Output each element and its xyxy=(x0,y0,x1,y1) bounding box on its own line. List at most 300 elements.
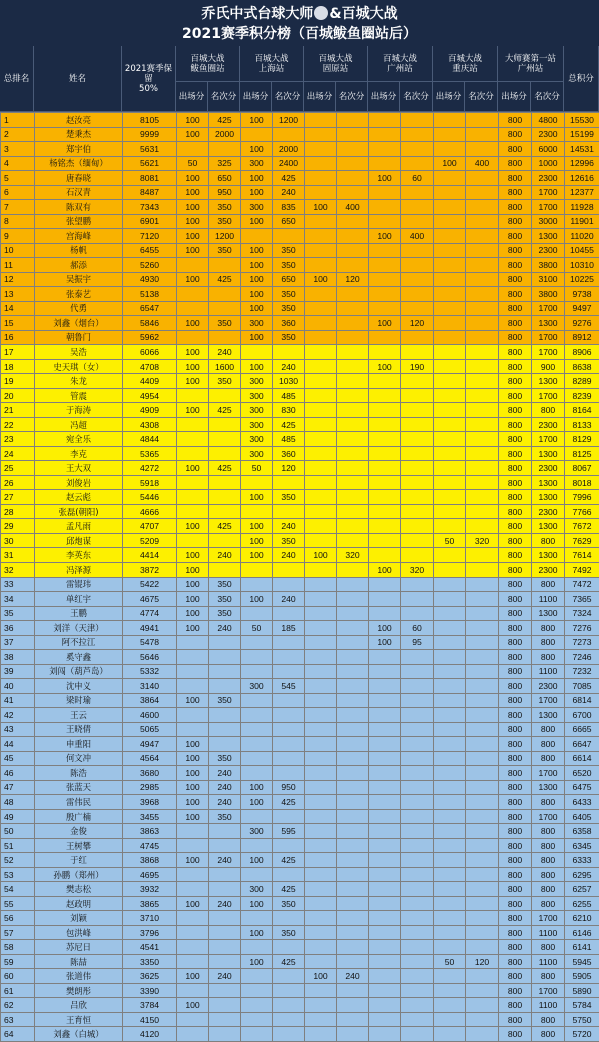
cell-bayuquan-appearance xyxy=(177,925,209,940)
cell-master-placement: 1700 xyxy=(532,766,565,781)
cell-chongqing-appearance xyxy=(434,737,466,752)
cell-guangzhou-appearance xyxy=(369,708,401,723)
table-row xyxy=(1,650,599,665)
cell-guangzhou-appearance: 100 xyxy=(369,359,401,374)
cell-chongqing-appearance xyxy=(434,359,466,374)
cell-keep-score: 5918 xyxy=(123,475,177,490)
cell-bayuquan-appearance: 100 xyxy=(177,171,209,186)
table-row xyxy=(1,679,599,694)
cell-bayuquan-appearance xyxy=(177,432,209,447)
cell-chongqing-placement xyxy=(466,969,499,984)
cell-name: 陈双有 xyxy=(35,200,123,215)
cell-guangzhou-appearance xyxy=(369,838,401,853)
cell-chongqing-appearance xyxy=(434,882,466,897)
cell-bayuquan-appearance xyxy=(177,954,209,969)
cell-master-appearance: 800 xyxy=(499,475,532,490)
cell-bayuquan-placement xyxy=(209,664,241,679)
cell-bayuquan-appearance xyxy=(177,301,209,316)
cell-guangzhou-appearance xyxy=(369,330,401,345)
cell-name: 朝鲁门 xyxy=(35,330,123,345)
cell-bayuquan-appearance: 100 xyxy=(177,809,209,824)
cell-guangzhou-placement xyxy=(401,606,434,621)
cell-shanghai-appearance: 100 xyxy=(241,142,273,157)
cell-total-score: 10310 xyxy=(565,258,599,273)
cell-guangzhou-appearance xyxy=(369,577,401,592)
cell-master-placement: 800 xyxy=(532,882,565,897)
cell-chongqing-appearance xyxy=(434,316,466,331)
cell-guyuan-appearance xyxy=(305,562,337,577)
cell-bayuquan-placement xyxy=(209,388,241,403)
cell-guyuan-placement xyxy=(337,475,369,490)
cell-total-score: 8018 xyxy=(565,475,599,490)
cell-total-score: 11901 xyxy=(565,214,599,229)
cell-chongqing-placement xyxy=(466,475,499,490)
cell-chongqing-appearance xyxy=(434,969,466,984)
cell-master-appearance: 800 xyxy=(499,142,532,157)
cell-total-score: 6295 xyxy=(565,867,599,882)
cell-chongqing-placement xyxy=(466,374,499,389)
cell-total-score: 6665 xyxy=(565,722,599,737)
cell-guyuan-placement xyxy=(337,142,369,157)
cell-bayuquan-placement: 350 xyxy=(209,243,241,258)
cell-name: 樊朗彤 xyxy=(35,983,123,998)
cell-chongqing-appearance xyxy=(434,621,466,636)
cell-keep-score: 4941 xyxy=(123,621,177,636)
header-keep: 2021赛季保留 50% xyxy=(122,46,176,112)
cell-keep-score: 5365 xyxy=(123,446,177,461)
cell-keep-score: 5260 xyxy=(123,258,177,273)
cell-guangzhou-placement xyxy=(401,838,434,853)
header-appearance: 出场分 xyxy=(304,82,336,112)
cell-total-score: 5905 xyxy=(565,969,599,984)
cell-bayuquan-placement: 240 xyxy=(209,548,241,563)
cell-guangzhou-placement xyxy=(401,780,434,795)
cell-keep-score: 3872 xyxy=(123,562,177,577)
cell-guangzhou-placement xyxy=(401,1012,434,1027)
cell-bayuquan-placement: 350 xyxy=(209,809,241,824)
cell-guangzhou-appearance xyxy=(369,214,401,229)
cell-guyuan-placement xyxy=(337,113,369,128)
cell-master-appearance: 800 xyxy=(499,345,532,360)
cell-guyuan-appearance xyxy=(305,911,337,926)
cell-keep-score: 8487 xyxy=(123,185,177,200)
cell-guangzhou-placement xyxy=(401,475,434,490)
cell-master-placement: 1100 xyxy=(532,998,565,1013)
cell-master-appearance: 800 xyxy=(499,795,532,810)
cell-guyuan-placement xyxy=(337,287,369,302)
cell-shanghai-appearance: 100 xyxy=(241,519,273,534)
cell-keep-score: 4541 xyxy=(123,940,177,955)
cell-shanghai-appearance: 300 xyxy=(241,882,273,897)
title-line-2: 2021赛季积分榜（百城鲅鱼圈站后） xyxy=(0,24,599,44)
cell-guangzhou-appearance xyxy=(369,417,401,432)
cell-keep-score: 3140 xyxy=(123,679,177,694)
table-row xyxy=(1,853,599,868)
cell-name: 金俊 xyxy=(35,824,123,839)
cell-name: 雷伟民 xyxy=(35,795,123,810)
cell-guangzhou-appearance xyxy=(369,592,401,607)
cell-chongqing-appearance xyxy=(434,127,466,142)
cell-master-appearance: 800 xyxy=(499,722,532,737)
cell-rank: 10 xyxy=(1,243,35,258)
cell-total-score: 6210 xyxy=(565,911,599,926)
cell-guyuan-appearance xyxy=(305,475,337,490)
cell-guyuan-appearance xyxy=(305,650,337,665)
cell-master-appearance: 800 xyxy=(499,882,532,897)
cell-total-score: 6433 xyxy=(565,795,599,810)
cell-shanghai-appearance: 100 xyxy=(241,301,273,316)
cell-bayuquan-placement: 350 xyxy=(209,606,241,621)
cell-master-appearance: 800 xyxy=(499,185,532,200)
cell-master-placement: 1700 xyxy=(532,809,565,824)
cell-master-placement: 4800 xyxy=(532,113,565,128)
cell-keep-score: 4308 xyxy=(123,417,177,432)
table-row xyxy=(1,446,599,461)
cell-guyuan-placement: 400 xyxy=(337,200,369,215)
cell-bayuquan-appearance: 100 xyxy=(177,185,209,200)
cell-bayuquan-appearance: 100 xyxy=(177,969,209,984)
cell-chongqing-placement xyxy=(466,592,499,607)
cell-guyuan-placement xyxy=(337,693,369,708)
cell-shanghai-appearance: 100 xyxy=(241,548,273,563)
cell-bayuquan-placement xyxy=(209,722,241,737)
cell-shanghai-placement: 950 xyxy=(273,780,305,795)
cell-total-score: 8125 xyxy=(565,446,599,461)
cell-guangzhou-appearance xyxy=(369,388,401,403)
cell-guangzhou-appearance xyxy=(369,504,401,519)
cell-guyuan-appearance xyxy=(305,824,337,839)
cell-shanghai-placement xyxy=(273,664,305,679)
cell-guyuan-appearance xyxy=(305,214,337,229)
table-row xyxy=(1,562,599,577)
cell-keep-score: 5846 xyxy=(123,316,177,331)
cell-rank: 24 xyxy=(1,446,35,461)
cell-guangzhou-appearance: 100 xyxy=(369,171,401,186)
cell-master-placement: 1700 xyxy=(532,693,565,708)
cell-master-placement: 800 xyxy=(532,824,565,839)
cell-bayuquan-placement: 425 xyxy=(209,403,241,418)
cell-keep-score: 3864 xyxy=(123,693,177,708)
cell-total-score: 8133 xyxy=(565,417,599,432)
cell-name: 冯超 xyxy=(35,417,123,432)
cell-rank: 35 xyxy=(1,606,35,621)
cell-chongqing-placement xyxy=(466,403,499,418)
cell-guangzhou-appearance xyxy=(369,533,401,548)
cell-name: 孙鹏（郑州） xyxy=(35,867,123,882)
cell-master-placement: 800 xyxy=(532,838,565,853)
cell-bayuquan-placement: 350 xyxy=(209,577,241,592)
cell-guangzhou-placement: 400 xyxy=(401,229,434,244)
cell-chongqing-appearance xyxy=(434,374,466,389)
cell-rank: 12 xyxy=(1,272,35,287)
cell-master-placement: 900 xyxy=(532,359,565,374)
cell-guyuan-appearance xyxy=(305,737,337,752)
cell-keep-score: 3784 xyxy=(123,998,177,1013)
cell-total-score: 8239 xyxy=(565,388,599,403)
cell-master-placement: 2300 xyxy=(532,679,565,694)
cell-chongqing-appearance: 100 xyxy=(434,156,466,171)
cell-shanghai-placement: 425 xyxy=(273,417,305,432)
cell-keep-score: 4409 xyxy=(123,374,177,389)
cell-chongqing-appearance xyxy=(434,650,466,665)
cell-guyuan-placement xyxy=(337,359,369,374)
cell-shanghai-placement: 350 xyxy=(273,287,305,302)
cell-keep-score: 5478 xyxy=(123,635,177,650)
cell-total-score: 7276 xyxy=(565,621,599,636)
cell-total-score: 12996 xyxy=(565,156,599,171)
cell-guyuan-appearance xyxy=(305,229,337,244)
cell-keep-score: 6455 xyxy=(123,243,177,258)
cell-name: 赵云彪 xyxy=(35,490,123,505)
cell-master-placement: 2300 xyxy=(532,562,565,577)
cell-name: 张望鹏 xyxy=(35,214,123,229)
cell-keep-score: 5138 xyxy=(123,287,177,302)
cell-shanghai-appearance: 100 xyxy=(241,359,273,374)
cell-guyuan-placement xyxy=(337,954,369,969)
cell-name: 于海涛 xyxy=(35,403,123,418)
cell-keep-score: 5065 xyxy=(123,722,177,737)
cell-name: 阿不拉江 xyxy=(35,635,123,650)
cell-master-placement: 2300 xyxy=(532,127,565,142)
cell-guyuan-placement xyxy=(337,809,369,824)
cell-name: 赵政明 xyxy=(35,896,123,911)
cell-guangzhou-appearance xyxy=(369,722,401,737)
cell-guangzhou-appearance xyxy=(369,896,401,911)
cell-rank: 2 xyxy=(1,127,35,142)
cell-shanghai-appearance: 100 xyxy=(241,171,273,186)
cell-total-score: 6405 xyxy=(565,809,599,824)
cell-shanghai-placement: 2400 xyxy=(273,156,305,171)
cell-guyuan-appearance xyxy=(305,258,337,273)
cell-master-appearance: 800 xyxy=(499,998,532,1013)
cell-chongqing-placement xyxy=(466,983,499,998)
cell-shanghai-placement: 545 xyxy=(273,679,305,694)
table-row xyxy=(1,809,599,824)
cell-chongqing-appearance xyxy=(434,824,466,839)
cell-master-appearance: 800 xyxy=(499,272,532,287)
cell-shanghai-placement: 350 xyxy=(273,533,305,548)
cell-shanghai-appearance xyxy=(241,475,273,490)
cell-master-placement: 3800 xyxy=(532,258,565,273)
cell-guyuan-appearance xyxy=(305,751,337,766)
cell-rank: 61 xyxy=(1,983,35,998)
cell-rank: 22 xyxy=(1,417,35,432)
cell-chongqing-placement xyxy=(466,998,499,1013)
cell-name: 王晓倩 xyxy=(35,722,123,737)
cell-guyuan-appearance xyxy=(305,287,337,302)
cell-guangzhou-placement xyxy=(401,417,434,432)
cell-shanghai-appearance xyxy=(241,635,273,650)
cell-master-appearance: 800 xyxy=(499,954,532,969)
cell-guangzhou-appearance xyxy=(369,940,401,955)
cell-bayuquan-appearance: 100 xyxy=(177,461,209,476)
cell-chongqing-appearance: 50 xyxy=(434,533,466,548)
cell-guyuan-appearance xyxy=(305,882,337,897)
cell-rank: 16 xyxy=(1,330,35,345)
cell-chongqing-appearance xyxy=(434,475,466,490)
cell-shanghai-appearance xyxy=(241,751,273,766)
cell-guyuan-appearance xyxy=(305,940,337,955)
cell-shanghai-placement xyxy=(273,940,305,955)
cell-bayuquan-placement xyxy=(209,708,241,723)
cell-guyuan-placement xyxy=(337,504,369,519)
cell-master-appearance: 800 xyxy=(499,533,532,548)
cell-guangzhou-placement xyxy=(401,940,434,955)
cell-keep-score: 3865 xyxy=(123,896,177,911)
cell-bayuquan-appearance xyxy=(177,142,209,157)
cell-guyuan-appearance xyxy=(305,388,337,403)
cell-rank: 42 xyxy=(1,708,35,723)
cell-chongqing-appearance xyxy=(434,940,466,955)
cell-guangzhou-placement xyxy=(401,504,434,519)
cell-bayuquan-appearance xyxy=(177,1027,209,1042)
cell-master-appearance: 800 xyxy=(499,403,532,418)
cell-guangzhou-placement xyxy=(401,809,434,824)
cell-chongqing-placement xyxy=(466,708,499,723)
cell-rank: 59 xyxy=(1,954,35,969)
cell-shanghai-placement: 240 xyxy=(273,519,305,534)
cell-shanghai-placement xyxy=(273,708,305,723)
cell-guyuan-placement xyxy=(337,461,369,476)
cell-chongqing-appearance xyxy=(434,388,466,403)
cell-guyuan-placement xyxy=(337,171,369,186)
cell-guyuan-placement xyxy=(337,258,369,273)
table-row xyxy=(1,998,599,1013)
cell-bayuquan-appearance: 100 xyxy=(177,606,209,621)
cell-keep-score: 4675 xyxy=(123,592,177,607)
table-row xyxy=(1,330,599,345)
cell-shanghai-placement: 240 xyxy=(273,359,305,374)
cell-master-placement: 800 xyxy=(532,867,565,882)
cell-master-appearance: 800 xyxy=(499,258,532,273)
cell-keep-score: 5621 xyxy=(123,156,177,171)
cell-chongqing-appearance xyxy=(434,287,466,302)
cell-bayuquan-placement: 950 xyxy=(209,185,241,200)
cell-name: 于红 xyxy=(35,853,123,868)
cell-shanghai-placement: 425 xyxy=(273,954,305,969)
logo-icon xyxy=(314,6,328,20)
cell-guyuan-placement xyxy=(337,533,369,548)
header-appearance: 出场分 xyxy=(498,82,531,112)
cell-total-score: 12377 xyxy=(565,185,599,200)
cell-bayuquan-placement: 425 xyxy=(209,519,241,534)
cell-master-placement: 3000 xyxy=(532,214,565,229)
cell-total-score: 5784 xyxy=(565,998,599,1013)
cell-bayuquan-placement xyxy=(209,432,241,447)
cell-shanghai-appearance: 100 xyxy=(241,592,273,607)
cell-chongqing-placement xyxy=(466,664,499,679)
cell-shanghai-placement xyxy=(273,983,305,998)
cell-shanghai-placement xyxy=(273,1027,305,1042)
cell-chongqing-appearance xyxy=(434,853,466,868)
cell-master-placement: 6000 xyxy=(532,142,565,157)
cell-chongqing-placement xyxy=(466,200,499,215)
cell-guangzhou-placement xyxy=(401,853,434,868)
cell-shanghai-appearance: 300 xyxy=(241,200,273,215)
cell-bayuquan-placement xyxy=(209,258,241,273)
cell-name: 楚秉杰 xyxy=(35,127,123,142)
cell-rank: 40 xyxy=(1,679,35,694)
cell-name: 申重阳 xyxy=(35,737,123,752)
cell-guangzhou-placement xyxy=(401,679,434,694)
cell-guyuan-placement xyxy=(337,838,369,853)
cell-master-placement: 1700 xyxy=(532,432,565,447)
cell-chongqing-appearance xyxy=(434,243,466,258)
cell-chongqing-appearance xyxy=(434,272,466,287)
cell-guyuan-appearance xyxy=(305,127,337,142)
table-row xyxy=(1,185,599,200)
cell-master-appearance: 800 xyxy=(499,708,532,723)
cell-name: 雷锟玮 xyxy=(35,577,123,592)
cell-master-appearance: 800 xyxy=(499,983,532,998)
header-placement: 名次分 xyxy=(465,82,498,112)
cell-guangzhou-appearance xyxy=(369,983,401,998)
cell-rank: 60 xyxy=(1,969,35,984)
cell-bayuquan-appearance: 100 xyxy=(177,562,209,577)
cell-shanghai-appearance: 300 xyxy=(241,446,273,461)
cell-bayuquan-appearance: 100 xyxy=(177,127,209,142)
cell-rank: 43 xyxy=(1,722,35,737)
cell-shanghai-appearance xyxy=(241,345,273,360)
cell-chongqing-appearance xyxy=(434,113,466,128)
cell-bayuquan-placement xyxy=(209,504,241,519)
cell-master-placement: 800 xyxy=(532,635,565,650)
cell-rank: 48 xyxy=(1,795,35,810)
cell-guyuan-appearance xyxy=(305,925,337,940)
cell-bayuquan-appearance: 100 xyxy=(177,998,209,1013)
cell-bayuquan-placement xyxy=(209,533,241,548)
cell-total-score: 5890 xyxy=(565,983,599,998)
cell-guangzhou-placement xyxy=(401,127,434,142)
cell-guyuan-appearance xyxy=(305,635,337,650)
cell-name: 赵汝亮 xyxy=(35,113,123,128)
cell-rank: 34 xyxy=(1,592,35,607)
cell-chongqing-appearance xyxy=(434,577,466,592)
cell-shanghai-placement: 650 xyxy=(273,214,305,229)
cell-keep-score: 6901 xyxy=(123,214,177,229)
cell-guyuan-appearance xyxy=(305,577,337,592)
cell-shanghai-placement: 350 xyxy=(273,896,305,911)
cell-guyuan-placement xyxy=(337,301,369,316)
cell-total-score: 7085 xyxy=(565,679,599,694)
cell-total-score: 6257 xyxy=(565,882,599,897)
cell-shanghai-appearance xyxy=(241,693,273,708)
cell-chongqing-placement xyxy=(466,867,499,882)
cell-guyuan-appearance xyxy=(305,853,337,868)
cell-bayuquan-placement: 650 xyxy=(209,171,241,186)
cell-shanghai-appearance: 100 xyxy=(241,533,273,548)
cell-shanghai-appearance: 300 xyxy=(241,679,273,694)
cell-bayuquan-appearance xyxy=(177,446,209,461)
cell-chongqing-placement xyxy=(466,171,499,186)
cell-bayuquan-appearance xyxy=(177,504,209,519)
cell-chongqing-appearance xyxy=(434,504,466,519)
cell-bayuquan-appearance: 100 xyxy=(177,621,209,636)
cell-guyuan-appearance xyxy=(305,301,337,316)
cell-guangzhou-placement xyxy=(401,287,434,302)
cell-bayuquan-appearance: 100 xyxy=(177,751,209,766)
cell-name: 张道伟 xyxy=(35,969,123,984)
table-row xyxy=(1,345,599,360)
cell-guangzhou-placement xyxy=(401,708,434,723)
cell-guyuan-placement xyxy=(337,1012,369,1027)
cell-master-placement: 1300 xyxy=(532,548,565,563)
cell-bayuquan-appearance: 100 xyxy=(177,316,209,331)
header-appearance: 出场分 xyxy=(433,82,465,112)
cell-rank: 47 xyxy=(1,780,35,795)
cell-name: 郝添 xyxy=(35,258,123,273)
cell-bayuquan-appearance xyxy=(177,258,209,273)
